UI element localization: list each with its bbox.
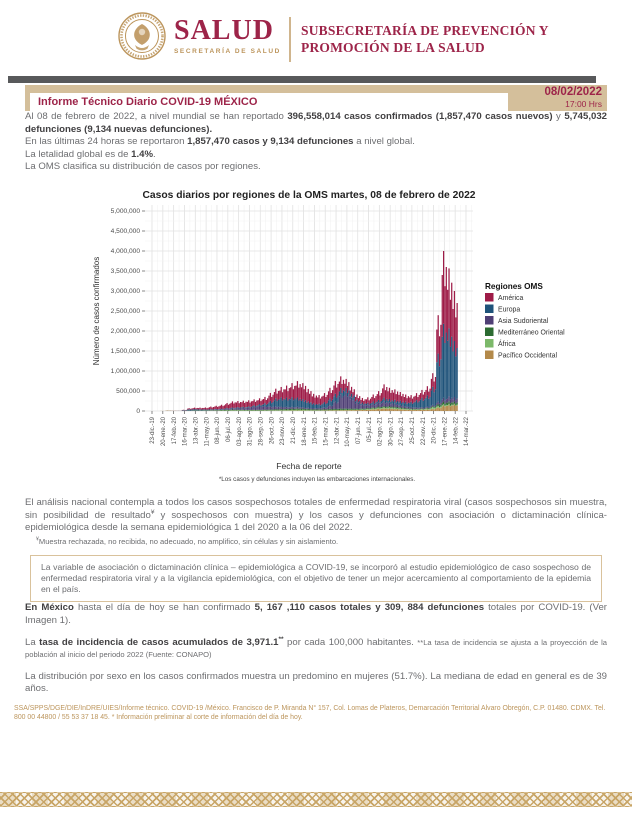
paragraph-last-24h: En las últimas 24 horas se reportaron 1,857,470 casos y 9,134 defunciones a nivel global. [25, 136, 415, 148]
svg-text:05-jul.-21: 05-jul.-21 [366, 416, 373, 442]
svg-text:21-dic.-20: 21-dic.-20 [290, 416, 297, 444]
svg-text:20-ene.-20: 20-ene.-20 [161, 416, 168, 446]
paragraph-tasa-incidencia: La tasa de incidencia de casos acumulados de 3,971.1** por cada 100,000 habitantes. **La tasa de incidencia se ajusta a la proyección de la población al inicio del periodo 2022 (Fuente: CONAPO) [25, 635, 608, 660]
svg-text:4,500,000: 4,500,000 [110, 228, 140, 236]
svg-text:América: América [498, 294, 524, 302]
header-divider [289, 17, 291, 62]
svg-text:2,500,000: 2,500,000 [110, 308, 140, 316]
svg-text:Regiones OMS: Regiones OMS [485, 281, 543, 291]
svg-text:27-sep.-21: 27-sep.-21 [399, 416, 406, 446]
svg-text:Asia Sudoriental: Asia Sudoriental [498, 317, 549, 325]
svg-text:31-ago.-20: 31-ago.-20 [247, 416, 254, 446]
svg-text:30-ago.-21: 30-ago.-21 [388, 416, 395, 446]
svg-text:3,000,000: 3,000,000 [110, 288, 140, 296]
svg-text:*Los casos y defunciones inclu: *Los casos y defunciones incluyen las embarcaciones internacionales. [218, 475, 416, 483]
report-datetime [544, 86, 602, 109]
svg-text:17-feb.-20: 17-feb.-20 [171, 416, 178, 445]
svg-text:22-nov.-21: 22-nov.-21 [420, 416, 427, 446]
svg-text:02-ago.-21: 02-ago.-21 [377, 416, 384, 446]
svg-text:Casos diarios por regiones de: Casos diarios por regiones de la OMS martes, 08 de febrero de 2022 [142, 189, 476, 201]
svg-text:18-ene.-21: 18-ene.-21 [301, 416, 308, 446]
paragraph-distribucion-sexo: La distribución por sexo en los casos confirmados muestra un predomino en mujeres (51.7%). La mediana de edad en general es de 39 años. [25, 670, 607, 695]
brand-subtitle: SECRETARÍA DE SALUD [174, 48, 281, 55]
svg-text:Número de casos confirmados: Número de casos confirmados [92, 256, 101, 366]
svg-text:5,000,000: 5,000,000 [110, 208, 140, 216]
paragraph-oms-regiones: La OMS clasifica su distribución de casos por regiones. [25, 161, 261, 173]
svg-text:23-dic.-19: 23-dic.-19 [150, 416, 157, 444]
paragraph-mexico-totales: En México hasta el día de hoy se han confirmado 5, 167 ,110 casos totales y 309, 884 defunciones totales por COVID-19. (Ver Imagen 1). [25, 602, 608, 626]
svg-text:28-sep.-20: 28-sep.-20 [258, 416, 265, 446]
subsecretaria-line1: SUBSECRETARÍA DE PREVENCIÓN Y [301, 23, 549, 38]
svg-text:03-ago.-20: 03-ago.-20 [236, 416, 243, 446]
footer-address: SSA/SPPS/DGE/DIE/InDRE/UIES/Informe técnico. COVID-19 /México. Francisco de P. Miranda N° 157, Col. Lomas de Plateros, Demarcación Territorial Alvaro Obregón, C.P. 01480. CDMX. Tel. 800 00 44800 / 55 53 37 18 45. * Información preliminar al corte de información del día de hoy. [14, 704, 606, 722]
svg-text:11-may.-20: 11-may.-20 [204, 416, 211, 447]
svg-text:25-oct.-21: 25-oct.-21 [410, 416, 417, 444]
report-title-band [25, 85, 607, 111]
subsecretaria-line2: PROMOCIÓN DE LA SALUD [301, 40, 485, 55]
svg-text:1,000,000: 1,000,000 [110, 368, 140, 376]
svg-text:15-mar.-21: 15-mar.-21 [323, 416, 330, 446]
svg-text:500,000: 500,000 [116, 388, 140, 396]
note-box-dictaminacion: La variable de asociación o dictaminación clínica – epidemiológica a COVID-19, se incorporó al estudio epidemiológico de caso sospechoso de enfermedad respiratoria viral y a la vigilancia epidemiológica, con el objetivo de tener un mejor acercamiento al comportamiento de la epidemia en el país. [30, 555, 602, 603]
government-seal-icon [117, 11, 167, 61]
report-title: Informe Técnico Diario COVID-19 MÉXICO [38, 96, 258, 108]
svg-text:13-abr.-20: 13-abr.-20 [193, 416, 200, 445]
svg-text:Fecha de reporte: Fecha de reporte [276, 460, 342, 471]
svg-text:Pacífico Occidental: Pacífico Occidental [498, 352, 557, 360]
svg-text:26-oct.-20: 26-oct.-20 [269, 416, 276, 444]
paragraph-global-summary: Al 08 de febrero de 2022, a nivel mundial se han reportado 396,558,014 casos confirmados (1,857,470 casos nuevos) y 5,745,032 defunciones (9,134 nuevas defunciones). [25, 111, 607, 135]
report-time: 17:00 Hrs [565, 99, 602, 109]
report-title-strip [30, 93, 508, 111]
paragraph-analisis-nacional: El análisis nacional contempla a todos los casos sospechosos totales de enfermedad respiratoria viral (casos sospechosos sin muestra, sin posibilidad de resultado¥ y sospechosos con muestra) y los casos y defunciones con asociación o dictaminación clínica-epidemiológica desde la semana epidemiológica 1 del 2020 a la 06 del 2022. [25, 496, 607, 534]
paragraph-letalidad: La letalidad global es de 1.4%. [25, 148, 156, 160]
svg-text:1,500,000: 1,500,000 [110, 348, 140, 356]
svg-text:16-mar.-20: 16-mar.-20 [182, 416, 189, 446]
svg-text:07-jun.-21: 07-jun.-21 [355, 416, 362, 444]
svg-text:Europa: Europa [498, 306, 521, 314]
svg-text:4,000,000: 4,000,000 [110, 248, 140, 256]
svg-text:14-mar.-22: 14-mar.-22 [464, 416, 471, 446]
subsecretaria-title [301, 22, 549, 56]
footnote-muestra: ¥Muestra rechazada, no recibida, no adecuado, no amplifico, sin células y sin aislamiento. [36, 536, 339, 546]
svg-text:0: 0 [136, 408, 140, 416]
svg-text:3,500,000: 3,500,000 [110, 268, 140, 276]
brand-wordmark: SALUD [174, 15, 274, 46]
svg-text:08-jun.-20: 08-jun.-20 [215, 416, 222, 444]
svg-text:10-may.-21: 10-may.-21 [345, 416, 352, 447]
report-body [0, 111, 632, 723]
svg-text:20-dic.-21: 20-dic.-21 [431, 416, 438, 444]
document-header [0, 0, 632, 76]
decorative-border-pattern [0, 792, 632, 807]
svg-text:23-nov.-20: 23-nov.-20 [280, 416, 287, 446]
svg-text:2,000,000: 2,000,000 [110, 328, 140, 336]
who-regions-chart [0, 185, 632, 487]
svg-text:África: África [498, 340, 516, 348]
svg-text:06-jul.-20: 06-jul.-20 [225, 416, 232, 442]
header-rule [8, 76, 596, 83]
svg-text:17-ene.-22: 17-ene.-22 [442, 416, 449, 446]
svg-text:12-abr.-21: 12-abr.-21 [334, 416, 341, 445]
svg-text:14-feb.-22: 14-feb.-22 [453, 416, 460, 445]
report-date: 08/02/2022 [544, 86, 602, 98]
svg-text:15-feb.-21: 15-feb.-21 [312, 416, 319, 445]
who-regions-chart-svg [27, 185, 605, 487]
svg-text:Mediterráneo Oriental: Mediterráneo Oriental [498, 329, 565, 337]
